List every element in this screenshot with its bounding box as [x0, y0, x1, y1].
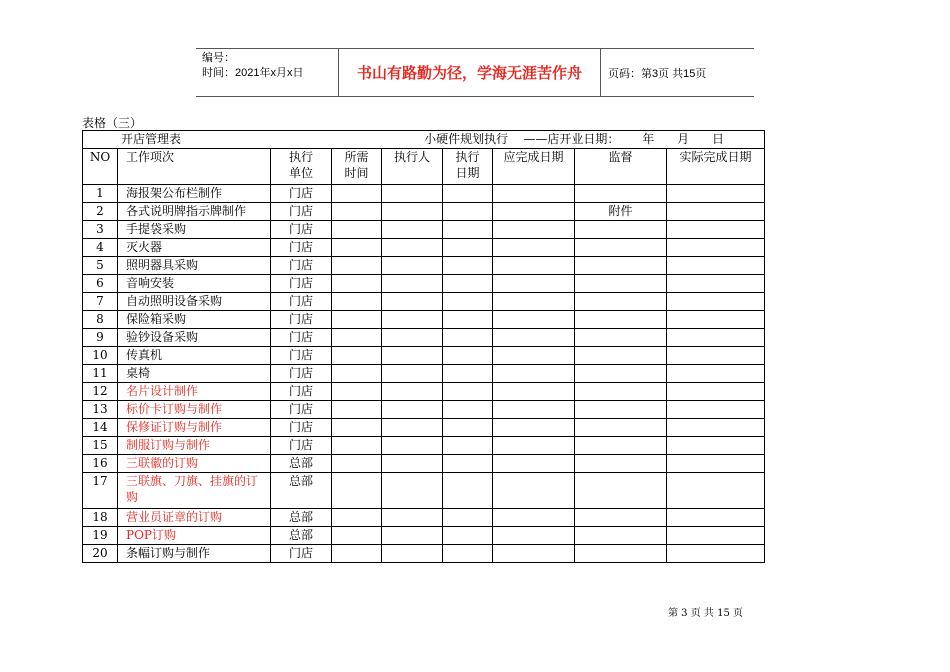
row-unit: 门店	[271, 185, 332, 203]
row-no: 4	[83, 239, 118, 257]
row-actual-date	[667, 203, 765, 221]
row-unit: 门店	[271, 257, 332, 275]
row-time	[332, 419, 382, 437]
row-time	[332, 383, 382, 401]
row-actual-date	[667, 257, 765, 275]
row-unit: 门店	[271, 275, 332, 293]
row-no: 18	[83, 509, 118, 527]
row-no: 19	[83, 527, 118, 545]
table-row	[83, 437, 765, 455]
row-due-date	[493, 293, 575, 311]
row-unit: 门店	[271, 401, 332, 419]
row-due-date	[493, 329, 575, 347]
row-actual-date	[667, 239, 765, 257]
header-col-unit: 执行 单位	[271, 149, 332, 185]
row-exec-date	[443, 347, 493, 365]
row-unit: 门店	[271, 545, 332, 563]
row-supervise	[575, 383, 667, 401]
row-supervise	[575, 329, 667, 347]
row-actual-date	[667, 329, 765, 347]
row-executor	[382, 329, 443, 347]
table-row	[83, 311, 765, 329]
row-supervise	[575, 257, 667, 275]
row-executor	[382, 185, 443, 203]
row-item: 制服订购与制作	[118, 437, 271, 455]
row-due-date	[493, 221, 575, 239]
row-item: POP订购	[118, 527, 271, 545]
row-actual-date	[667, 401, 765, 419]
row-executor	[382, 545, 443, 563]
row-exec-date	[443, 257, 493, 275]
row-unit: 总部	[271, 455, 332, 473]
row-actual-date	[667, 311, 765, 329]
row-due-date	[493, 509, 575, 527]
row-item: 保险箱采购	[118, 311, 271, 329]
row-executor	[382, 275, 443, 293]
row-due-date	[493, 347, 575, 365]
row-supervise	[575, 275, 667, 293]
row-due-date	[493, 401, 575, 419]
row-no: 13	[83, 401, 118, 419]
row-item: 音响安装	[118, 275, 271, 293]
row-no: 12	[83, 383, 118, 401]
row-item: 条幅订购与制作	[118, 545, 271, 563]
row-due-date	[493, 239, 575, 257]
row-executor	[382, 239, 443, 257]
row-item: 桌椅	[118, 365, 271, 383]
row-executor	[382, 257, 443, 275]
row-actual-date	[667, 383, 765, 401]
row-actual-date	[667, 347, 765, 365]
row-item: 灭火器	[118, 239, 271, 257]
row-executor	[382, 401, 443, 419]
row-no: 16	[83, 455, 118, 473]
table-row	[83, 275, 765, 293]
time-label: 时间：2021年x月x日	[202, 67, 304, 79]
row-actual-date	[667, 275, 765, 293]
row-executor	[382, 311, 443, 329]
row-due-date	[493, 455, 575, 473]
row-executor	[382, 293, 443, 311]
row-no: 5	[83, 257, 118, 275]
header-col-due-date: 应完成日期	[493, 149, 575, 185]
table-row	[83, 473, 765, 509]
page-label: 页码：第3页 共15页	[608, 67, 707, 80]
row-actual-date	[667, 509, 765, 527]
header-motto: 书山有路勤为径，学海无涯苦作舟	[339, 49, 601, 96]
row-time	[332, 527, 382, 545]
store-management-table	[82, 130, 765, 563]
row-supervise	[575, 239, 667, 257]
row-time	[332, 329, 382, 347]
row-unit: 总部	[271, 527, 332, 545]
row-item: 验钞设备采购	[118, 329, 271, 347]
row-time	[332, 185, 382, 203]
row-time	[332, 203, 382, 221]
row-due-date	[493, 311, 575, 329]
row-supervise	[575, 419, 667, 437]
row-unit: 门店	[271, 437, 332, 455]
row-time	[332, 401, 382, 419]
row-item: 三联旗、刀旗、挂旗的订购	[118, 473, 271, 509]
row-time	[332, 545, 382, 563]
row-unit: 门店	[271, 203, 332, 221]
row-due-date	[493, 257, 575, 275]
row-due-date	[493, 473, 575, 509]
row-unit: 门店	[271, 293, 332, 311]
row-executor	[382, 347, 443, 365]
row-exec-date	[443, 419, 493, 437]
row-item: 各式说明牌指示牌制作	[118, 203, 271, 221]
row-item: 标价卡订购与制作	[118, 401, 271, 419]
row-executor	[382, 221, 443, 239]
row-executor	[382, 365, 443, 383]
table-row	[83, 545, 765, 563]
row-due-date	[493, 203, 575, 221]
row-unit: 门店	[271, 383, 332, 401]
row-supervise	[575, 545, 667, 563]
row-exec-date	[443, 185, 493, 203]
row-due-date	[493, 383, 575, 401]
table-row	[83, 257, 765, 275]
row-time	[332, 437, 382, 455]
row-no: 10	[83, 347, 118, 365]
row-no: 1	[83, 185, 118, 203]
row-actual-date	[667, 473, 765, 509]
row-item: 照明器具采购	[118, 257, 271, 275]
table-row	[83, 185, 765, 203]
row-no: 9	[83, 329, 118, 347]
row-exec-date	[443, 545, 493, 563]
row-executor	[382, 509, 443, 527]
table-subtitle: 小硬件规划执行 ——店开业日期： 年 月 日	[332, 131, 765, 149]
table-row	[83, 419, 765, 437]
header-col-no: NO	[83, 149, 118, 185]
header-col-time: 所需 时间	[332, 149, 382, 185]
row-exec-date	[443, 275, 493, 293]
row-executor	[382, 383, 443, 401]
row-executor	[382, 455, 443, 473]
table-row	[83, 509, 765, 527]
row-supervise	[575, 185, 667, 203]
table-row	[83, 365, 765, 383]
header-meta	[196, 49, 339, 96]
row-supervise	[575, 527, 667, 545]
row-executor	[382, 527, 443, 545]
row-time	[332, 311, 382, 329]
row-no: 15	[83, 437, 118, 455]
row-unit: 门店	[271, 239, 332, 257]
table-row	[83, 527, 765, 545]
row-supervise	[575, 509, 667, 527]
header-col-item: 工作项次	[118, 149, 271, 185]
row-time	[332, 221, 382, 239]
row-no: 6	[83, 275, 118, 293]
row-supervise	[575, 347, 667, 365]
table-row	[83, 455, 765, 473]
table-row	[83, 347, 765, 365]
row-actual-date	[667, 419, 765, 437]
row-actual-date	[667, 455, 765, 473]
row-supervise	[575, 221, 667, 239]
table-caption: 表格（三）	[82, 116, 143, 130]
row-exec-date	[443, 401, 493, 419]
row-due-date	[493, 275, 575, 293]
table-title-row	[83, 131, 765, 149]
row-due-date	[493, 527, 575, 545]
row-unit: 总部	[271, 473, 332, 509]
row-unit: 门店	[271, 347, 332, 365]
row-exec-date	[443, 383, 493, 401]
row-supervise	[575, 293, 667, 311]
row-supervise	[575, 311, 667, 329]
row-due-date	[493, 365, 575, 383]
row-exec-date	[443, 311, 493, 329]
row-supervise	[575, 401, 667, 419]
row-time	[332, 347, 382, 365]
table-row	[83, 203, 765, 221]
row-exec-date	[443, 365, 493, 383]
table-row	[83, 401, 765, 419]
page-footer: 第 3 页 共 15 页	[668, 608, 743, 619]
row-exec-date	[443, 221, 493, 239]
row-executor	[382, 419, 443, 437]
row-actual-date	[667, 437, 765, 455]
row-time	[332, 275, 382, 293]
row-item: 海报架公布栏制作	[118, 185, 271, 203]
row-supervise	[575, 437, 667, 455]
row-item: 自动照明设备采购	[118, 293, 271, 311]
row-due-date	[493, 185, 575, 203]
row-supervise	[575, 473, 667, 509]
row-executor	[382, 203, 443, 221]
row-time	[332, 239, 382, 257]
row-no: 14	[83, 419, 118, 437]
table-row	[83, 329, 765, 347]
serial-label: 编号：	[202, 52, 235, 64]
row-time	[332, 509, 382, 527]
row-no: 17	[83, 473, 118, 509]
row-actual-date	[667, 545, 765, 563]
row-no: 7	[83, 293, 118, 311]
row-supervise	[575, 365, 667, 383]
row-item: 名片设计制作	[118, 383, 271, 401]
row-exec-date	[443, 509, 493, 527]
row-item: 营业员证章的订购	[118, 509, 271, 527]
row-no: 3	[83, 221, 118, 239]
table-header-row	[83, 149, 765, 185]
row-no: 11	[83, 365, 118, 383]
row-unit: 门店	[271, 311, 332, 329]
row-no: 2	[83, 203, 118, 221]
row-time	[332, 365, 382, 383]
row-no: 8	[83, 311, 118, 329]
row-unit: 门店	[271, 419, 332, 437]
header-col-executor: 执行人	[382, 149, 443, 185]
header-col-exec-date: 执行 日期	[443, 149, 493, 185]
row-exec-date	[443, 329, 493, 347]
row-time	[332, 455, 382, 473]
row-unit: 门店	[271, 365, 332, 383]
row-exec-date	[443, 437, 493, 455]
row-supervise	[575, 455, 667, 473]
row-unit: 门店	[271, 329, 332, 347]
row-actual-date	[667, 185, 765, 203]
row-exec-date	[443, 239, 493, 257]
row-due-date	[493, 419, 575, 437]
row-item: 手提袋采购	[118, 221, 271, 239]
row-executor	[382, 437, 443, 455]
row-actual-date	[667, 527, 765, 545]
header-col-actual-date: 实际完成日期	[667, 149, 765, 185]
row-exec-date	[443, 527, 493, 545]
row-due-date	[493, 545, 575, 563]
table-row	[83, 239, 765, 257]
row-unit: 门店	[271, 221, 332, 239]
table-row	[83, 383, 765, 401]
row-time	[332, 473, 382, 509]
row-unit: 总部	[271, 509, 332, 527]
row-executor	[382, 473, 443, 509]
row-due-date	[493, 437, 575, 455]
row-exec-date	[443, 293, 493, 311]
table-row	[83, 293, 765, 311]
row-time	[332, 257, 382, 275]
header-col-supervise: 监督	[575, 149, 667, 185]
header-box	[196, 48, 754, 97]
table-row	[83, 221, 765, 239]
row-exec-date	[443, 473, 493, 509]
row-item: 三联徽的订购	[118, 455, 271, 473]
row-item: 保修证订购与制作	[118, 419, 271, 437]
row-supervise: 附件	[575, 203, 667, 221]
row-exec-date	[443, 203, 493, 221]
row-item: 传真机	[118, 347, 271, 365]
row-no: 20	[83, 545, 118, 563]
row-exec-date	[443, 455, 493, 473]
table-title: 开店管理表	[83, 131, 332, 149]
row-actual-date	[667, 365, 765, 383]
row-time	[332, 293, 382, 311]
row-actual-date	[667, 221, 765, 239]
row-actual-date	[667, 293, 765, 311]
